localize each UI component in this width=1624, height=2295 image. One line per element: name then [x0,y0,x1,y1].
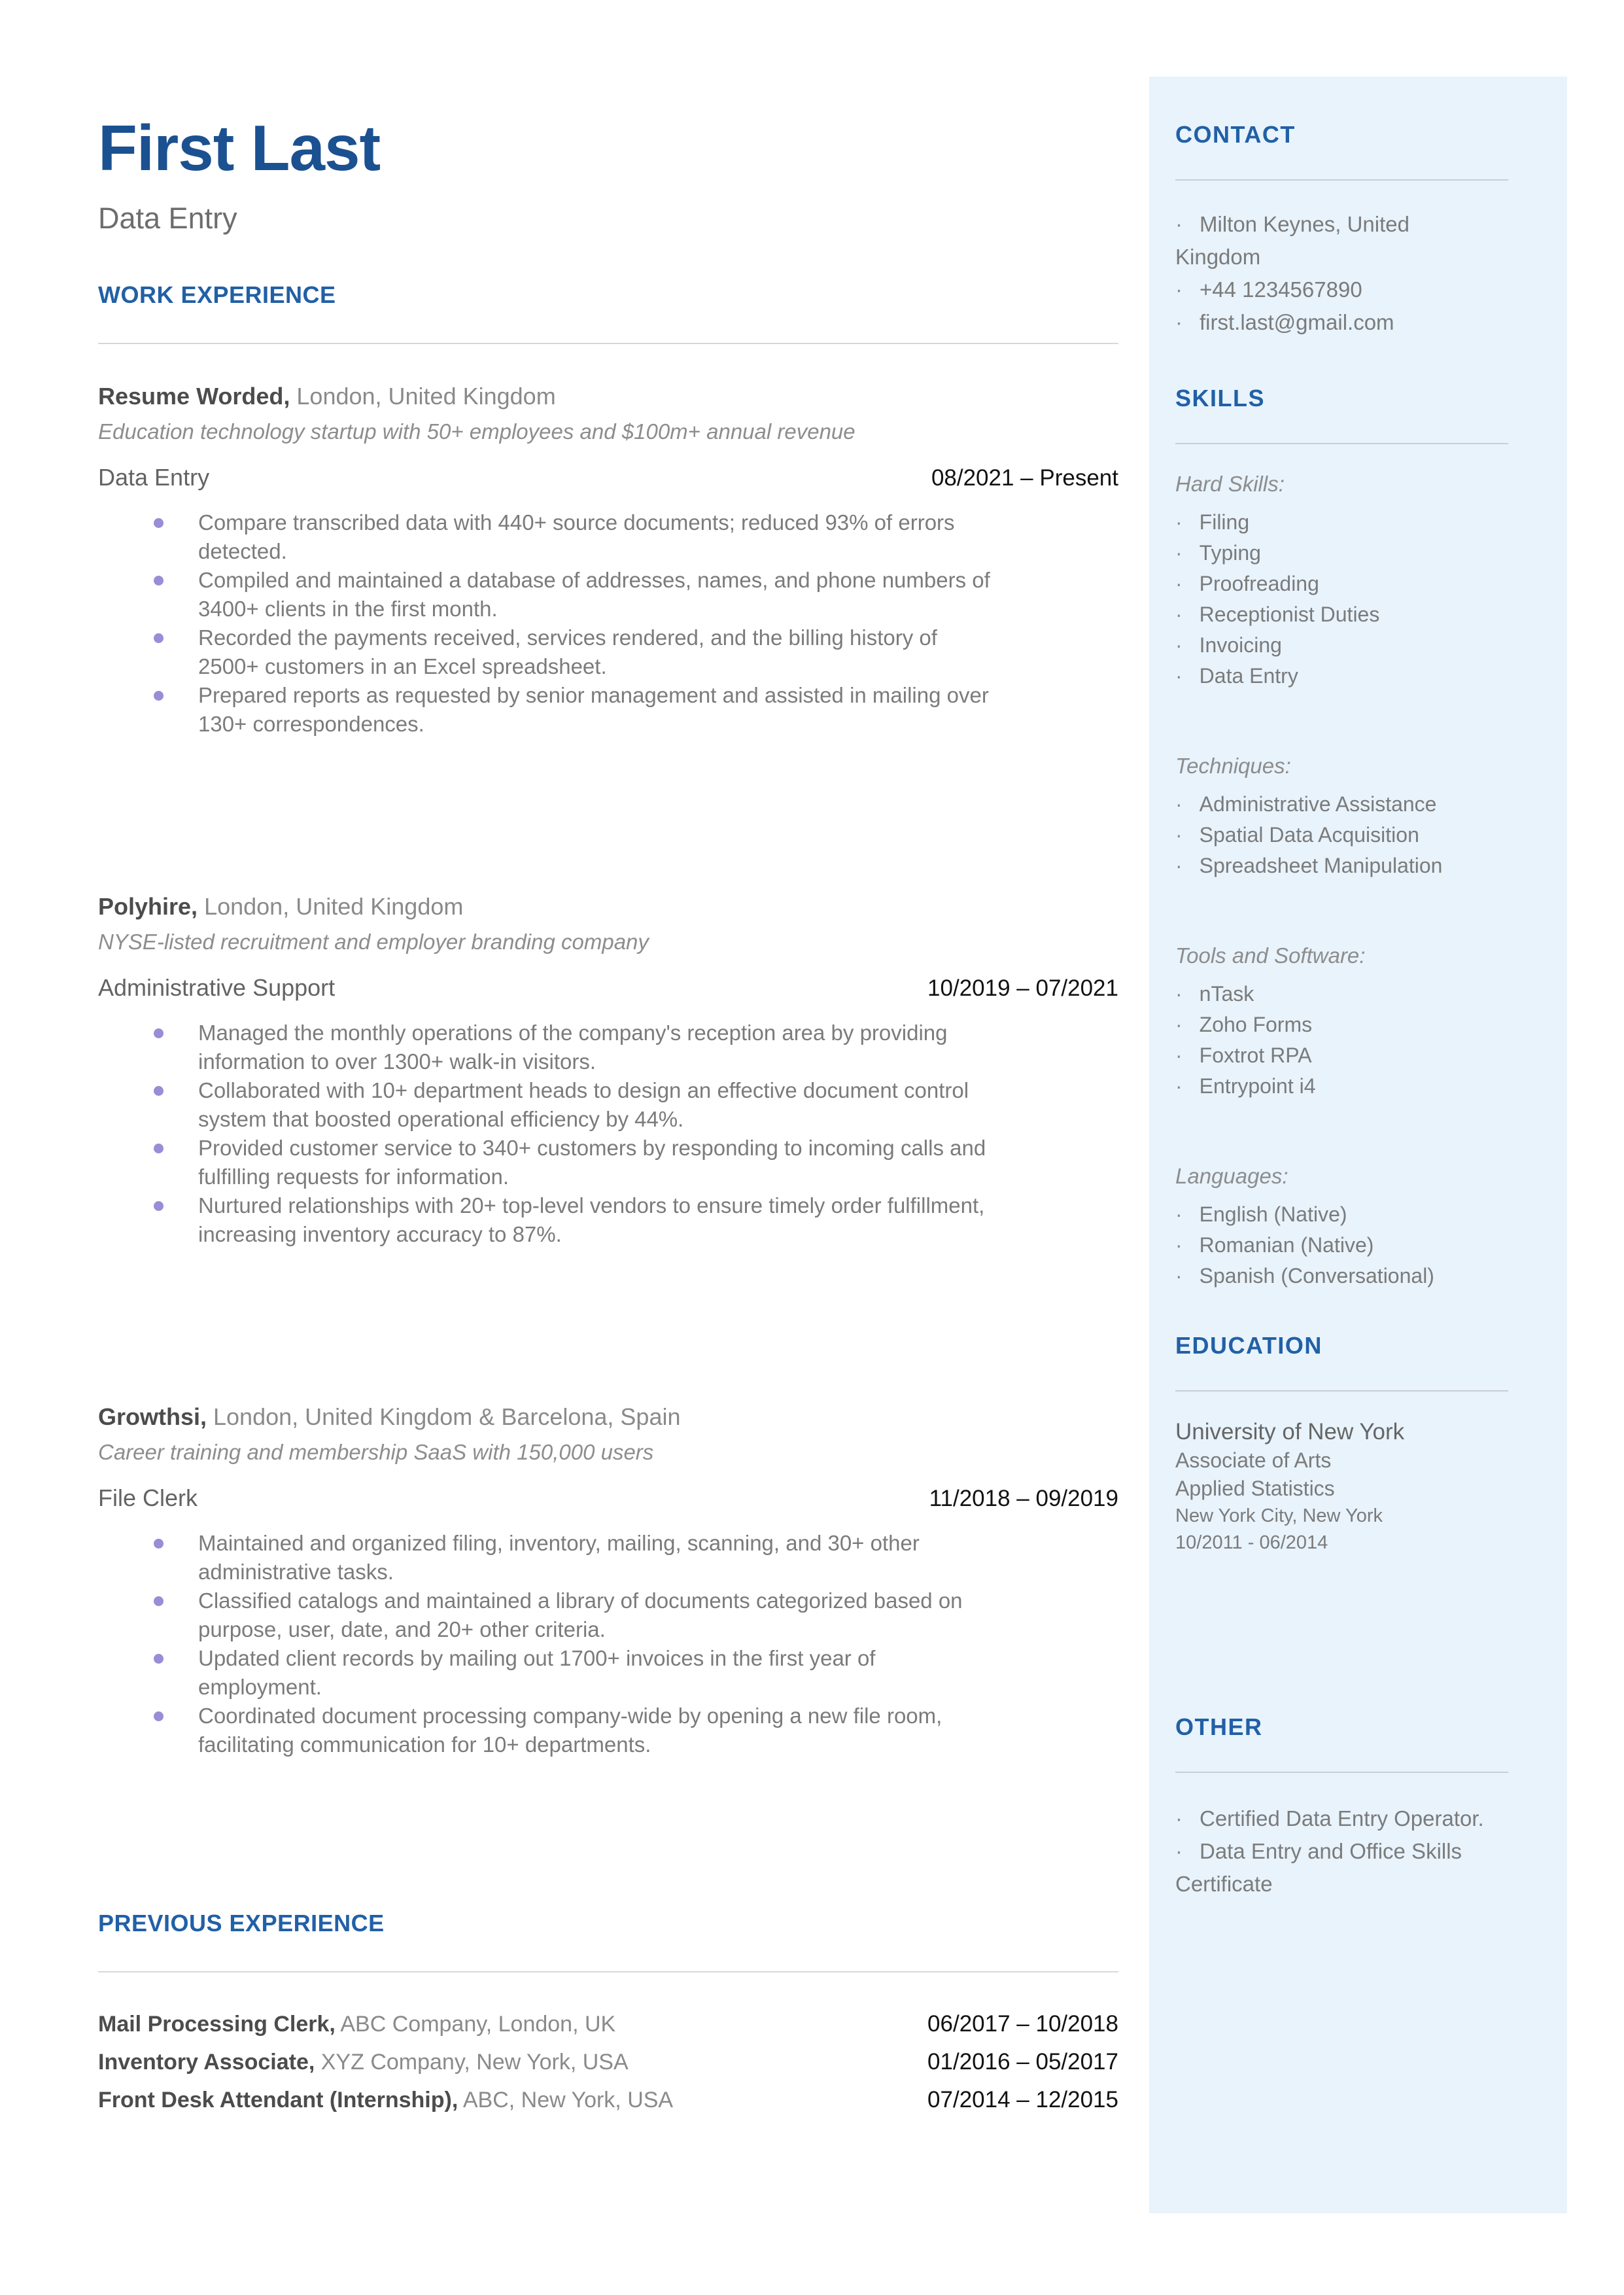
dot-icon [1175,541,1183,565]
bullet-item [98,1191,1118,1249]
contact-item-phone [1175,273,1489,306]
contact-item-email [1175,306,1489,339]
job-bullet-list [98,1529,1118,1759]
skill-text: Proofreading [1199,572,1319,595]
bullet-item [98,1702,1118,1759]
skill-text: nTask [1199,982,1254,1006]
other-text: Data Entry and Office Skills Certificate [1175,1838,1462,1896]
work-experience-heading: WORK EXPERIENCE [98,281,336,308]
bullet-dot-icon [154,691,164,701]
company-location: London, United Kingdom & Barcelona, Spain [207,1403,681,1431]
skills-group-items [1175,979,1508,1102]
skill-item [1175,661,1508,692]
education-dates: 10/2011 - 06/2014 [1175,1532,1328,1553]
job-polyhire [98,892,1118,1249]
bullet-dot-icon [154,576,164,586]
dot-icon [1175,982,1183,1006]
dot-icon [1175,1233,1183,1257]
contact-list [1175,208,1508,339]
previous-role-row [98,2081,1118,2119]
sidebar-divider [1175,179,1508,181]
skill-item [1175,1199,1508,1230]
bullet-dot-icon [154,1654,164,1664]
other-item [1175,1802,1489,1835]
company-line [98,382,1118,410]
skill-text: Typing [1199,541,1261,565]
dot-icon [1175,1264,1183,1288]
skill-item [1175,569,1508,599]
previous-role-row [98,2043,1118,2081]
bullet-dot-icon [154,1596,164,1606]
job-growthsi [98,1403,1118,1759]
bullet-text: Nurtured relationships with 20+ top-level vendors to ensure timely order fulfillment, increasing inventory accuracy to 87%. [198,1193,985,1247]
skill-item [1175,538,1508,569]
contact-item-location [1175,208,1489,273]
skill-item [1175,820,1508,850]
bullet-dot-icon [154,518,164,528]
bullet-dot-icon [154,1028,164,1038]
skill-text: Spatial Data Acquisition [1199,823,1419,847]
bullet-item [98,623,1118,681]
contact-text: first.last@gmail.com [1200,310,1394,334]
bullet-item [98,1076,1118,1134]
job-title: Data Entry [98,464,210,491]
skill-text: Administrative Assistance [1199,792,1437,816]
dot-icon [1175,1074,1183,1098]
skill-text: Romanian (Native) [1199,1233,1374,1257]
bullet-item [98,1529,1118,1586]
dot-icon [1175,1202,1183,1226]
previous-role-company: ABC, New York, USA [458,2088,674,2113]
bullet-dot-icon [154,633,164,643]
sidebar-divider [1175,1390,1508,1392]
contact-text: +44 1234567890 [1200,277,1362,302]
bullet-item [98,1019,1118,1076]
dot-icon [1175,664,1183,688]
skill-text: Spanish (Conversational) [1199,1264,1434,1288]
other-item [1175,1835,1489,1901]
dot-icon [1175,1013,1183,1036]
education-degree: Associate of Arts [1175,1448,1332,1472]
education-location: New York City, New York [1175,1505,1383,1526]
job-dates: 08/2021 – Present [931,465,1118,491]
bullet-text: Classified catalogs and maintained a library of documents categorized based on purpose, user, date, and 20+ other criteria. [198,1588,963,1642]
skills-group-items [1175,1199,1508,1291]
skill-item [1175,1071,1508,1102]
dot-icon [1175,823,1183,847]
contact-text: Milton Keynes, United Kingdom [1175,212,1409,269]
job-dates: 10/2019 – 07/2021 [927,975,1118,1002]
contact-heading: CONTACT [1175,121,1296,148]
job-resume-worded [98,382,1118,739]
bullet-dot-icon [154,1711,164,1721]
skills-group-label: Hard Skills: [1175,472,1285,496]
education-field: Applied Statistics [1175,1476,1335,1500]
bullet-dot-icon [154,1539,164,1549]
bullet-item [98,566,1118,623]
previous-role-company: XYZ Company, New York, USA [315,2050,629,2075]
job-title-row [98,974,1118,1002]
bullet-item [98,1644,1118,1702]
bullet-item [98,1586,1118,1644]
previous-experience-list [98,2005,1118,2119]
job-bullet-list [98,1019,1118,1249]
previous-role-dates: 07/2014 – 12/2015 [927,2087,1118,2113]
bullet-text: Maintained and organized filing, inventory, mailing, scanning, and 30+ other administrative tasks. [198,1531,920,1585]
bullet-dot-icon [154,1201,164,1211]
company-descriptor: Career training and membership SaaS with 150,000 users [98,1440,654,1465]
bullet-item [98,681,1118,739]
education-heading: EDUCATION [1175,1332,1322,1359]
skill-text: Entrypoint i4 [1199,1074,1316,1098]
skill-text: English (Native) [1199,1202,1347,1226]
bullet-dot-icon [154,1144,164,1153]
previous-role-dates: 01/2016 – 05/2017 [927,2049,1118,2075]
dot-icon [1175,277,1183,302]
company-line [98,892,1118,920]
dot-icon [1175,854,1183,877]
dot-icon [1175,1806,1183,1831]
skill-text: Foxtrot RPA [1199,1043,1312,1067]
company-descriptor: NYSE-listed recruitment and employer branding company [98,930,649,955]
company-location: London, United Kingdom [198,893,464,920]
section-divider [98,1971,1118,1972]
previous-experience-heading: PREVIOUS EXPERIENCE [98,1910,385,1937]
previous-role [98,2044,629,2081]
skills-group-items [1175,789,1508,881]
skill-item [1175,789,1508,820]
previous-role-dates: 06/2017 – 10/2018 [927,2011,1118,2037]
bullet-text: Collaborated with 10+ department heads to design an effective document control system that boosted operational efficiency by 44%. [198,1078,969,1132]
skill-item [1175,1009,1508,1040]
previous-role-title: Mail Processing Clerk, [98,2012,336,2037]
bullet-text: Updated client records by mailing out 1700+ invoices in the first year of employment. [198,1646,876,1700]
skill-item [1175,1261,1508,1291]
job-title-row [98,464,1118,491]
previous-role-title: Inventory Associate, [98,2050,315,2075]
sidebar-divider [1175,1772,1508,1773]
company-descriptor: Education technology startup with 50+ employees and $100m+ annual revenue [98,419,855,444]
job-title-row [98,1484,1118,1512]
dot-icon [1175,792,1183,816]
other-list [1175,1802,1508,1901]
company-line [98,1403,1118,1431]
other-heading: OTHER [1175,1713,1263,1740]
skill-item [1175,630,1508,661]
bullet-item [98,508,1118,566]
dot-icon [1175,1839,1183,1863]
company-name: Resume Worded, [98,382,290,410]
skill-item [1175,850,1508,881]
dot-icon [1175,212,1183,236]
bullet-dot-icon [154,1086,164,1096]
previous-role-company: ABC Company, London, UK [335,2012,616,2037]
education-school: University of New York [1175,1419,1405,1445]
skill-text: Data Entry [1199,664,1298,688]
skill-text: Receptionist Duties [1199,603,1380,626]
previous-role [98,2082,673,2119]
dot-icon [1175,572,1183,595]
previous-role [98,2006,615,2043]
bullet-text: Compiled and maintained a database of addresses, names, and phone numbers of 3400+ clients in the first month. [198,568,990,622]
company-location: London, United Kingdom [290,382,556,410]
skills-group-items [1175,507,1508,692]
bullet-text: Recorded the payments received, services rendered, and the billing history of 2500+ customers in an Excel spreadsheet. [198,625,937,679]
bullet-text: Provided customer service to 340+ customers by responding to incoming calls and fulfilling requests for information. [198,1136,986,1189]
skill-item [1175,1040,1508,1071]
bullet-text: Prepared reports as requested by senior management and assisted in mailing over 130+ correspondences. [198,683,989,737]
skill-item [1175,1230,1508,1261]
job-dates: 11/2018 – 09/2019 [929,1486,1118,1512]
bullet-text: Coordinated document processing company-wide by opening a new file room, facilitating communication for 10+ departments. [198,1704,942,1757]
skill-text: Filing [1199,510,1250,534]
person-name: First Last [98,112,381,184]
dot-icon [1175,1043,1183,1067]
skills-group-label: Tools and Software: [1175,943,1366,968]
skill-text: Spreadsheet Manipulation [1199,854,1443,877]
skill-text: Invoicing [1199,633,1282,657]
section-divider [98,343,1118,344]
other-text: Certified Data Entry Operator. [1200,1806,1484,1831]
company-name: Growthsi, [98,1403,207,1431]
bullet-item [98,1134,1118,1191]
skills-group-label: Languages: [1175,1164,1288,1188]
skill-item [1175,979,1508,1009]
job-title: File Clerk [98,1484,198,1512]
job-title: Administrative Support [98,974,336,1002]
bullet-text: Managed the monthly operations of the company's reception area by providing information to over 1300+ walk-in visitors. [198,1021,948,1074]
dot-icon [1175,310,1183,334]
skill-text: Zoho Forms [1199,1013,1313,1036]
dot-icon [1175,603,1183,626]
sidebar [1149,77,1567,2213]
dot-icon [1175,633,1183,657]
dot-icon [1175,510,1183,534]
person-job-title: Data Entry [98,201,237,235]
skills-heading: SKILLS [1175,385,1266,412]
company-name: Polyhire, [98,893,198,920]
previous-role-title: Front Desk Attendant (Internship), [98,2088,458,2113]
previous-role-row [98,2005,1118,2043]
skill-item [1175,599,1508,630]
skill-item [1175,507,1508,538]
bullet-text: Compare transcribed data with 440+ source documents; reduced 93% of errors detected. [198,510,955,564]
main-column [98,0,1118,2119]
job-bullet-list [98,508,1118,739]
education-entry [1175,1418,1508,1556]
skills-group-label: Techniques: [1175,754,1291,778]
sidebar-divider [1175,443,1508,444]
